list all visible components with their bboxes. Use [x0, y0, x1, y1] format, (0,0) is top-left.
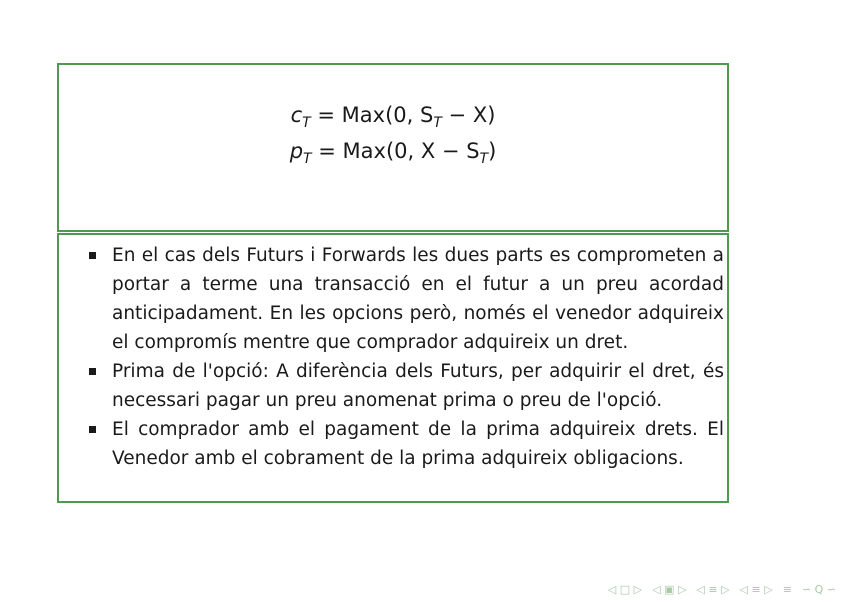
bullet-text: En el cas dels Futurs i Forwards les dues parts es comprometen a portar a terme una transacció en el futur a un preu acordad anticipadament. En les opcions però, només el venedor adquireix el compromís mentre que comprador adquireix un dret.	[112, 245, 724, 353]
call-rhs-end: − X)	[441, 103, 496, 127]
put-rhs-subscript: T	[479, 151, 489, 167]
bullet-item	[112, 415, 724, 473]
bullet-text: Prima de l'opció: A diferència dels Futurs, per adquirir el dret, és necessari pagar un preu anomenat prima o preu de l'opció.	[112, 361, 724, 411]
bullet-list	[112, 241, 724, 473]
nav-frame-icon[interactable]: ◁ □ ▷	[607, 583, 643, 596]
nav-subsection2-icon[interactable]: ◁ ≡ ▷	[739, 583, 773, 596]
bullet-marker-icon	[89, 368, 96, 375]
nav-section-icon[interactable]: ◁ ≡ ▷	[696, 583, 730, 596]
bullet-item	[112, 357, 724, 415]
put-payoff-formula	[59, 139, 727, 167]
bullet-item	[112, 241, 724, 357]
call-symbol: c	[290, 103, 303, 127]
put-rhs: = Max(0, X − S	[318, 139, 480, 163]
call-rhs: = Max(0, S	[317, 103, 434, 127]
nav-subsection-icon[interactable]: ◁ ▣ ▷	[652, 583, 687, 596]
bullet-text: El comprador amb el pagament de la prima adquireix drets. El Venedor amb el cobrament de la prima adquireix obligacions.	[112, 419, 724, 469]
put-symbol: p	[289, 139, 304, 163]
bullet-marker-icon	[89, 252, 96, 259]
call-payoff-formula	[59, 103, 727, 131]
nav-search-icon[interactable]: ∽ Q ∽	[801, 583, 836, 596]
beamer-navigation-bar	[608, 583, 836, 596]
put-subscript: T	[303, 151, 312, 167]
put-rhs-end: )	[488, 139, 497, 163]
bullet-frame	[57, 233, 729, 503]
formula-frame	[57, 63, 729, 232]
nav-align-icon[interactable]: ≡	[782, 583, 792, 596]
call-rhs-subscript: T	[433, 115, 442, 131]
bullet-marker-icon	[89, 426, 96, 433]
call-subscript: T	[302, 115, 311, 131]
